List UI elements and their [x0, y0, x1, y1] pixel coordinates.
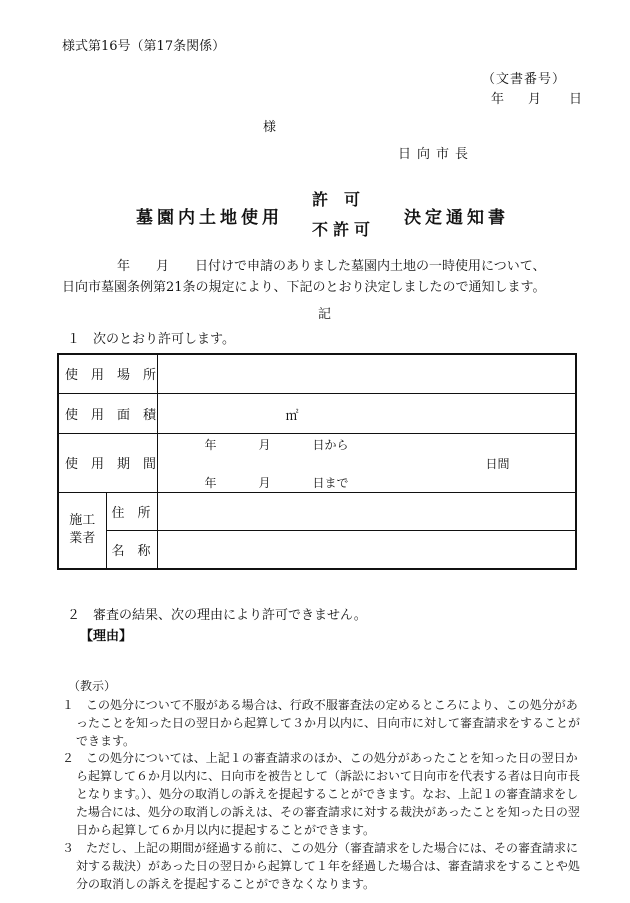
notice-line: ３ ただし、上記の期間が経過する前に、この処分（審査請求をした場合には、その審査請求に — [62, 841, 579, 855]
reason-label: 【理由】 — [80, 629, 133, 644]
period-to-month: 月 — [258, 475, 271, 490]
period-from-year: 年 — [204, 437, 217, 452]
address-value[interactable] — [157, 492, 576, 530]
notice-line: ら起算して６か月以内に、日向市を被告として（訴訟において日向市を代表する者は日向市長 — [76, 769, 581, 783]
area-label: 使 用 面 積 — [58, 393, 157, 433]
location-value[interactable] — [157, 354, 576, 393]
period-to-year: 年 — [204, 475, 217, 490]
date-month: 月 — [528, 92, 542, 107]
address-label: 住 所 — [106, 492, 157, 530]
notice-line: となります。）、処分の取消しの訴えを提起することができます。なお、上記１の審査請求をし — [76, 787, 579, 801]
title-option-deny: 不許可 — [312, 220, 376, 239]
addressee-suffix: 様 — [263, 120, 277, 135]
period-label: 使 用 期 間 — [58, 433, 157, 492]
notice-line: １ この処分について不服がある場合は、行政不服審査法の定めるところにより、この処分があ — [62, 698, 578, 712]
area-unit: ㎡ — [285, 408, 299, 424]
notice-line: 対する裁決）があった日の翌日から起算して１年を経過した場合は、審査請求をすることや処 — [76, 859, 580, 873]
notice-title: （教示） — [68, 679, 117, 693]
body-line-2: 日向市墓園条例第21条の規定により、下記のとおり決定しましたので通知します。 — [62, 280, 546, 295]
period-from-day: 日から — [312, 437, 349, 452]
date-day: 日 — [569, 92, 583, 107]
notice-line: ２ この処分については、上記１の審査請求のほか、この処分があったことを知った日の翌日か — [62, 751, 578, 765]
period-to-day: 日まで — [312, 475, 349, 490]
body-line-1: 年 月 日付けで申請のありました墓園内土地の一時使用について、 — [117, 259, 546, 274]
notice-line: 分の取消しの訴えを提起することができなくなります。 — [76, 877, 376, 891]
usage-table — [57, 353, 577, 570]
form-number: 様式第16号（第17条関係） — [62, 39, 226, 54]
location-label: 使 用 場 所 — [58, 354, 157, 393]
notice-line: ったことを知った日の翌日から起算して３か月以内に、日向市に対して審査請求をすることが — [76, 716, 581, 730]
period-days: 日間 — [485, 456, 510, 471]
period-value[interactable] — [157, 433, 576, 492]
notice-line: 日から起算して６か月以内に提起することができます。 — [76, 823, 376, 837]
ki-marker: 記 — [318, 307, 332, 322]
date-year: 年 — [491, 92, 505, 107]
section1-heading: １ 次のとおり許可します。 — [67, 332, 235, 347]
issuer: 日向市長 — [398, 147, 475, 162]
section2-heading: ２ 審査の結果、次の理由により許可できません。 — [67, 608, 367, 623]
document-number: （文書番号） — [482, 72, 567, 87]
name-value[interactable] — [157, 530, 576, 569]
notice-line: できます。 — [76, 734, 136, 748]
title-option-permit: 許 可 — [312, 190, 361, 209]
name-label: 名 称 — [106, 530, 157, 569]
title-right: 決定通知書 — [404, 208, 509, 228]
notice-line: た場合には、処分の取消しの訴えは、その審査請求に対する裁決があったことを知った日の翌 — [76, 805, 580, 819]
area-value[interactable] — [157, 393, 576, 433]
contractor-label: 施工業者 — [58, 492, 106, 569]
period-from-month: 月 — [258, 437, 271, 452]
title-left: 墓園内土地使用 — [136, 208, 283, 228]
